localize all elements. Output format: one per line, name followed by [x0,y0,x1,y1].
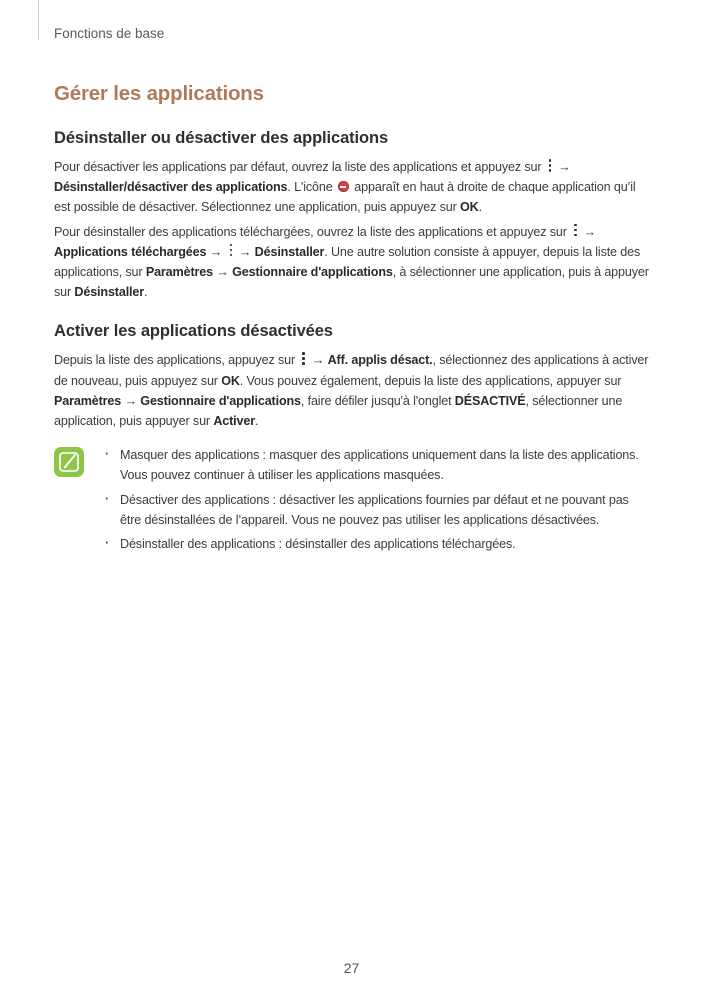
page-title: Gérer les applications [54,82,264,105]
more-options-icon [571,224,579,237]
paragraph-disable: Pour désactiver les applications par défaut, ouvrez la liste des applications et appuyez sur → Désinstaller/désactiver des applications. L'icône apparaît en haut à droite de chaque application qu’il est possible de désactiver. Sélectionnez une application, puis appuyez sur OK. [54,160,636,215]
disable-minus-icon [338,181,349,192]
paragraph-uninstall: Pour désinstaller des applications téléchargées, ouvrez la liste des applications et appuyez sur → Applications téléchargées → → Désinstaller. Une autre solution consiste à appuyer, depuis la liste des applications, sur Paramètres → Gestionnaire d'applications, à sélectionner une application, puis à appuyer sur Désinstaller. [54,224,649,300]
section-heading-uninstall: Désinstaller ou désactiver des applications [54,129,389,147]
paragraph-activate: Depuis la liste des applications, appuyez sur → Aff. applis désact., sélectionnez des applications à activer de nouveau, puis appuyez sur OK. Vous pouvez également, depuis la liste des applications, appuyer sur Paramètres → Gestionnaire d'applications, faire défiler jusqu'à l'onglet DÉSACTIVÉ, sélectionner une application, puis appuyer sur Activer. [54,353,649,429]
list-item: · Désinstaller des applications : désinstaller des applications téléchargées. [104,534,644,554]
main-content [54,82,654,558]
note-box [54,445,654,558]
section-header: Fonctions de base [54,26,165,41]
more-options-icon [546,159,554,172]
note-list [104,445,644,558]
note-pencil-icon [54,447,84,477]
header-divider [38,0,39,40]
more-options-icon [227,244,235,257]
list-item: · Masquer des applications : masquer des applications uniquement dans la liste des applications. Vous pouvez continuer à utiliser les applications masquées. [104,445,644,485]
more-options-icon [299,352,307,365]
page-number: 27 [343,960,360,976]
section-heading-activate: Activer les applications désactivées [54,322,333,341]
list-item: · Désactiver des applications : désactiver les applications fournies par défaut et ne pouvant pas être désinstallées de l’appareil. Vous ne pouvez pas utiliser les applications désactivées. [104,490,644,530]
